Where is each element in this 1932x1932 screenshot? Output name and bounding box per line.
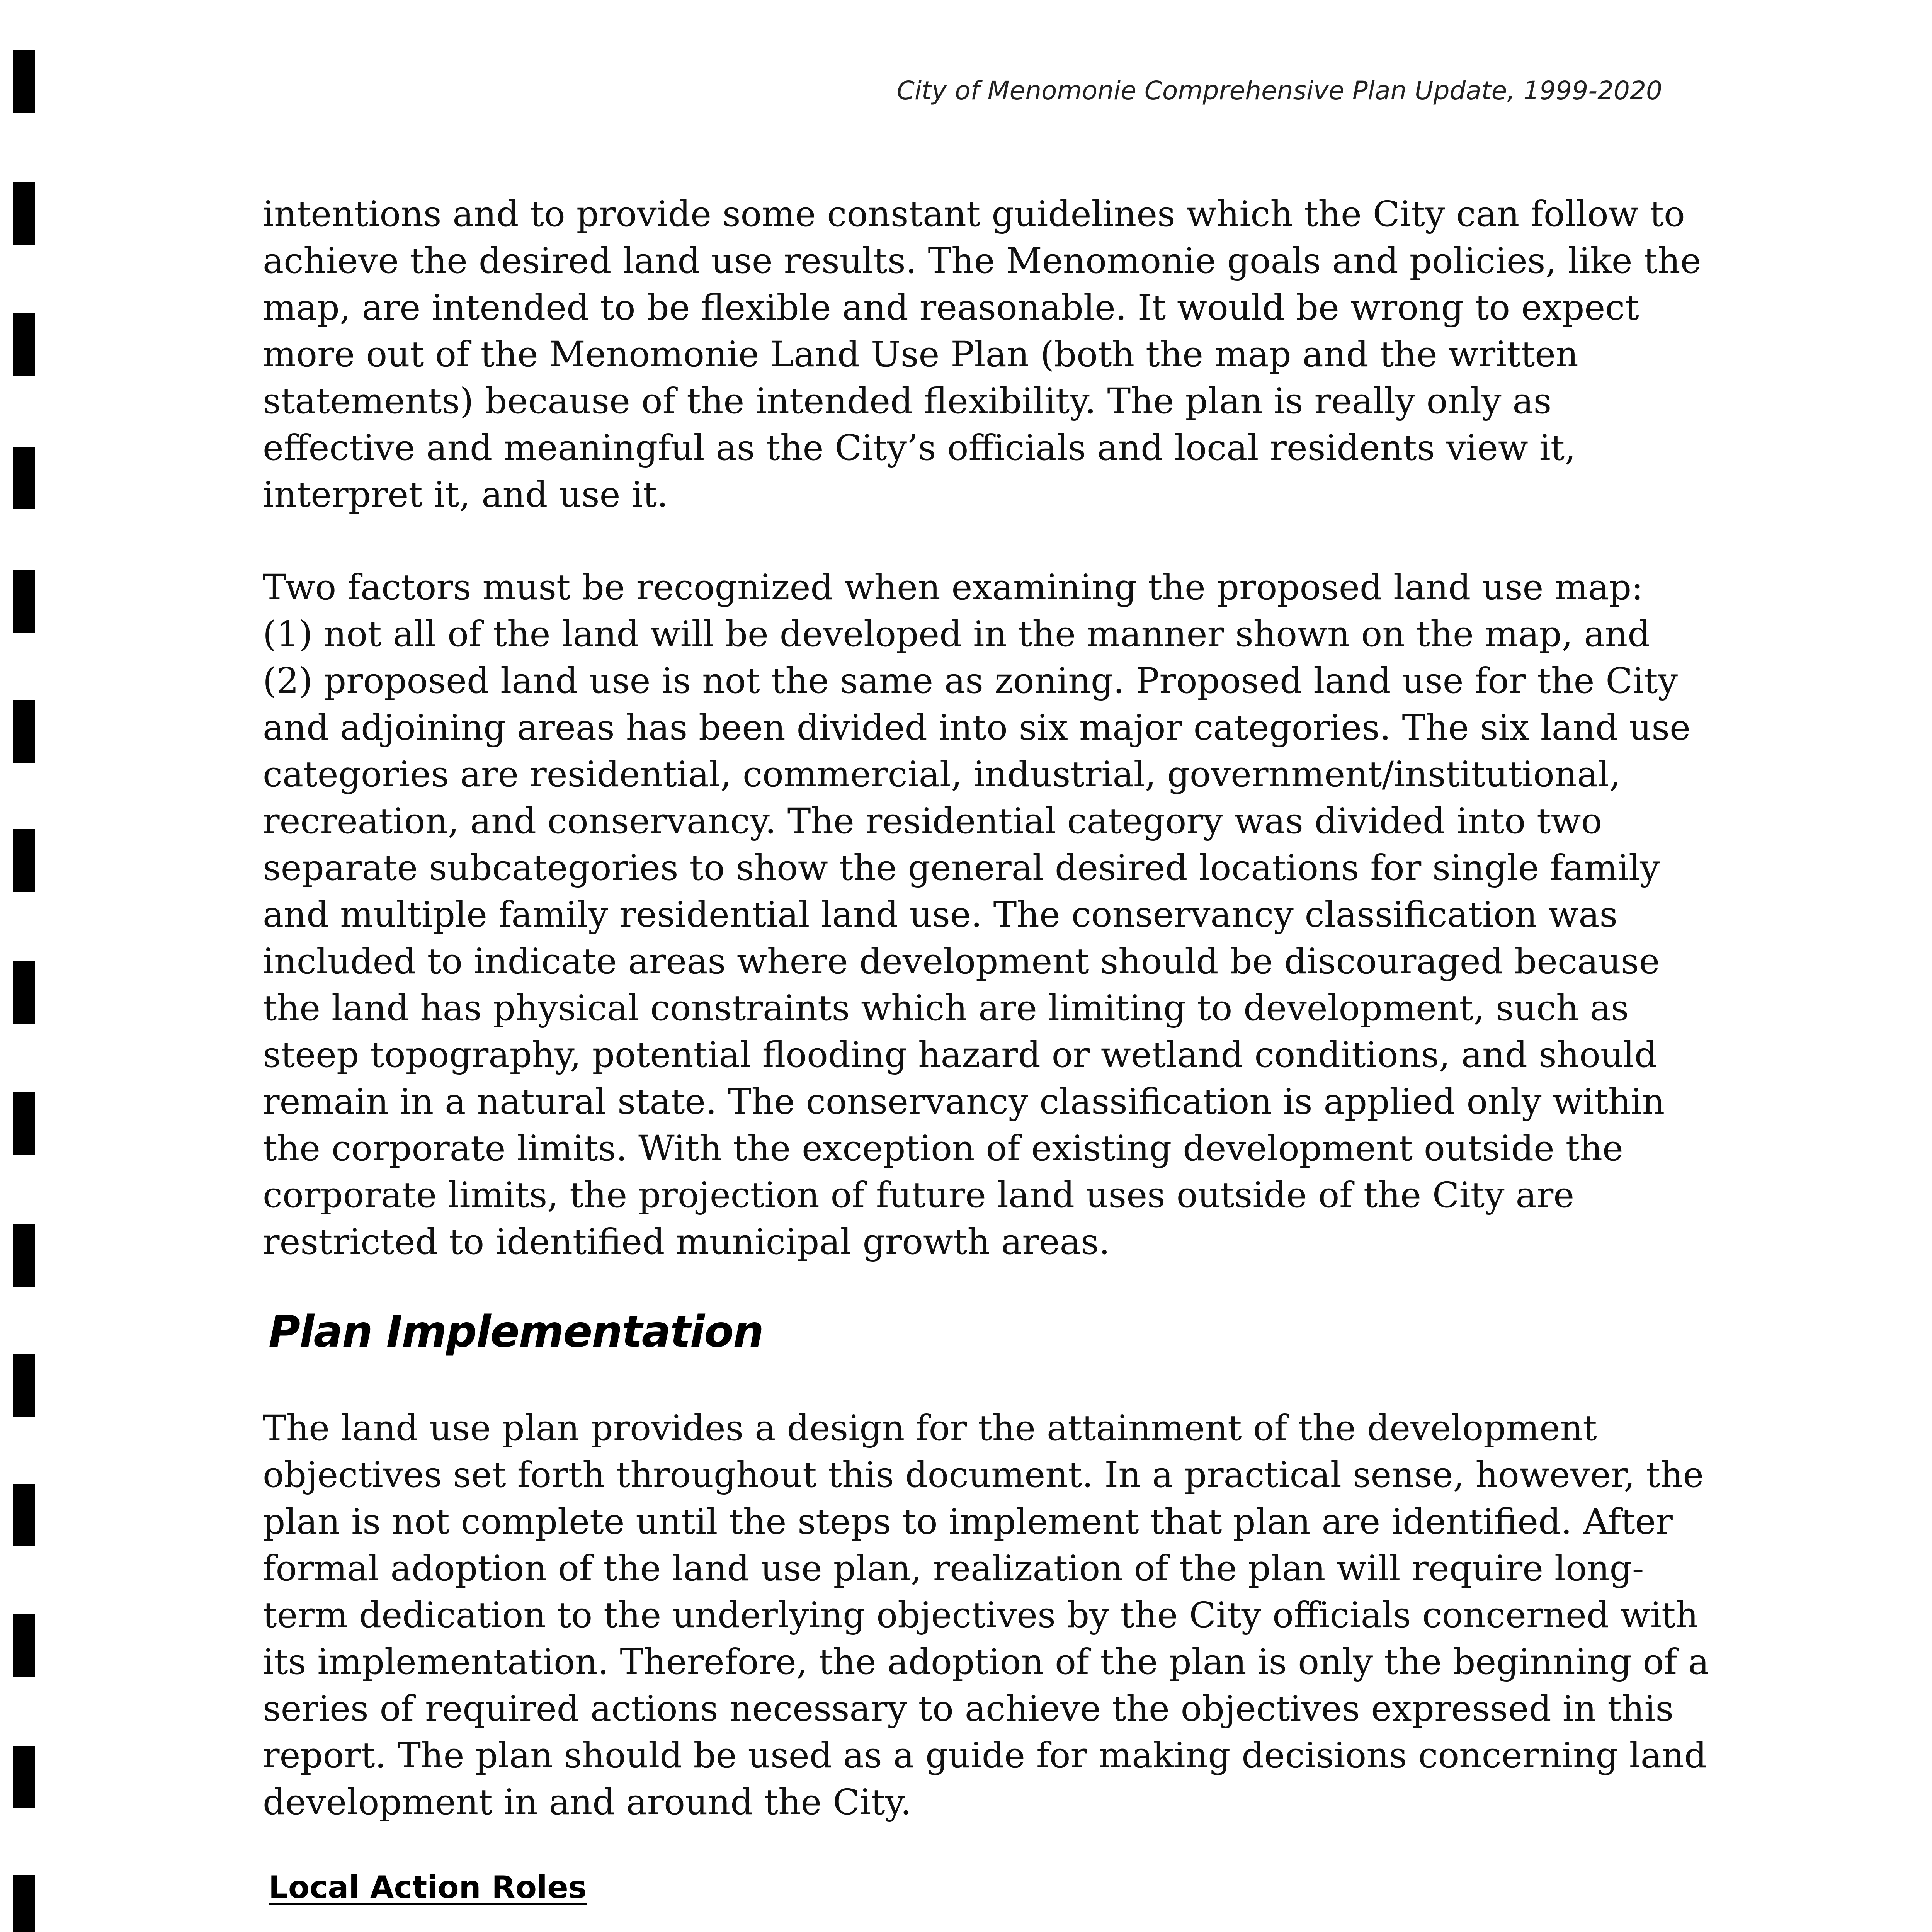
binding-mark bbox=[13, 570, 35, 633]
text-line: and adjoining areas has been divided into six major categories. The six land use bbox=[263, 707, 1690, 748]
text-line: restricted to identified municipal growth areas. bbox=[263, 1222, 1110, 1262]
text-line: map, are intended to be flexible and reasonable. It would be wrong to expect bbox=[263, 287, 1639, 328]
text-line: achieve the desired land use results. The Menomonie goals and policies, like the bbox=[263, 241, 1701, 281]
text-line: term dedication to the underlying objectives by the City officials concerned with bbox=[263, 1595, 1699, 1636]
binding-mark bbox=[13, 447, 35, 509]
text-line: series of required actions necessary to achieve the objectives expressed in this bbox=[263, 1689, 1674, 1729]
text-line: separate subcategories to show the general desired locations for single family bbox=[263, 848, 1660, 888]
section-heading-plan-implementation: Plan Implementation bbox=[269, 1307, 763, 1357]
binding-mark bbox=[13, 1224, 35, 1287]
binding-mark bbox=[13, 182, 35, 245]
text-line: included to indicate areas where development should be discouraged because bbox=[263, 941, 1660, 982]
text-line: interpret it, and use it. bbox=[263, 474, 668, 515]
text-line: and multiple family residential land use. The conservancy classification was bbox=[263, 895, 1618, 935]
text-line: (1) not all of the land will be developed in the manner shown on the map, and bbox=[263, 614, 1650, 655]
binding-mark bbox=[13, 961, 35, 1024]
paragraph-plan-implementation bbox=[263, 1405, 1709, 1826]
text-line: remain in a natural state. The conservancy classification is applied only within bbox=[263, 1082, 1665, 1122]
text-line: steep topography, potential flooding hazard or wetland conditions, and should bbox=[263, 1035, 1657, 1075]
text-line: report. The plan should be used as a guide for making decisions concerning land bbox=[263, 1735, 1707, 1776]
binding-mark bbox=[13, 1484, 35, 1546]
text-line: more out of the Menomonie Land Use Plan (both the map and the written bbox=[263, 334, 1578, 375]
text-line: the land has physical constraints which are limiting to development, such as bbox=[263, 988, 1629, 1029]
text-line: intentions and to provide some constant guidelines which the City can follow to bbox=[263, 194, 1685, 235]
text-line: development in and around the City. bbox=[263, 1782, 912, 1823]
text-line: formal adoption of the land use plan, realization of the plan will require long- bbox=[263, 1548, 1644, 1589]
binding-mark bbox=[13, 313, 35, 376]
text-line: statements) because of the intended flexibility. The plan is really only as bbox=[263, 381, 1552, 422]
text-line: corporate limits, the projection of future land uses outside of the City are bbox=[263, 1175, 1575, 1216]
text-line: the corporate limits. With the exception of existing development outside the bbox=[263, 1128, 1623, 1169]
text-line: its implementation. Therefore, the adoption of the plan is only the beginning of a bbox=[263, 1642, 1709, 1682]
subsection-heading-local-action-roles: Local Action Roles bbox=[269, 1869, 587, 1905]
text-line: categories are residential, commercial, industrial, government/institutional, bbox=[263, 754, 1621, 795]
text-line: effective and meaningful as the City’s officials and local residents view it, bbox=[263, 428, 1576, 468]
binding-mark bbox=[13, 1092, 35, 1155]
text-line: (2) proposed land use is not the same as zoning. Proposed land use for the City bbox=[263, 661, 1678, 701]
text-line: The land use plan provides a design for the attainment of the development bbox=[263, 1408, 1597, 1449]
paragraph-land-use-factors bbox=[263, 564, 1690, 1265]
binding-mark bbox=[13, 1354, 35, 1417]
binding-mark bbox=[13, 700, 35, 763]
binding-mark bbox=[13, 1614, 35, 1677]
binding-mark bbox=[13, 50, 35, 113]
running-header: City of Menomonie Comprehensive Plan Update, 1999-2020 bbox=[896, 76, 1662, 105]
binding-mark bbox=[13, 1746, 35, 1808]
text-line: recreation, and conservancy. The residential category was divided into two bbox=[263, 801, 1602, 842]
paragraph-intro bbox=[263, 191, 1701, 518]
text-line: objectives set forth throughout this document. In a practical sense, however, the bbox=[263, 1455, 1704, 1495]
binding-mark bbox=[13, 829, 35, 892]
text-line: Two factors must be recognized when examining the proposed land use map: bbox=[263, 567, 1643, 608]
binding-mark bbox=[13, 1875, 35, 1932]
text-line: plan is not complete until the steps to implement that plan are identified. After bbox=[263, 1502, 1673, 1542]
